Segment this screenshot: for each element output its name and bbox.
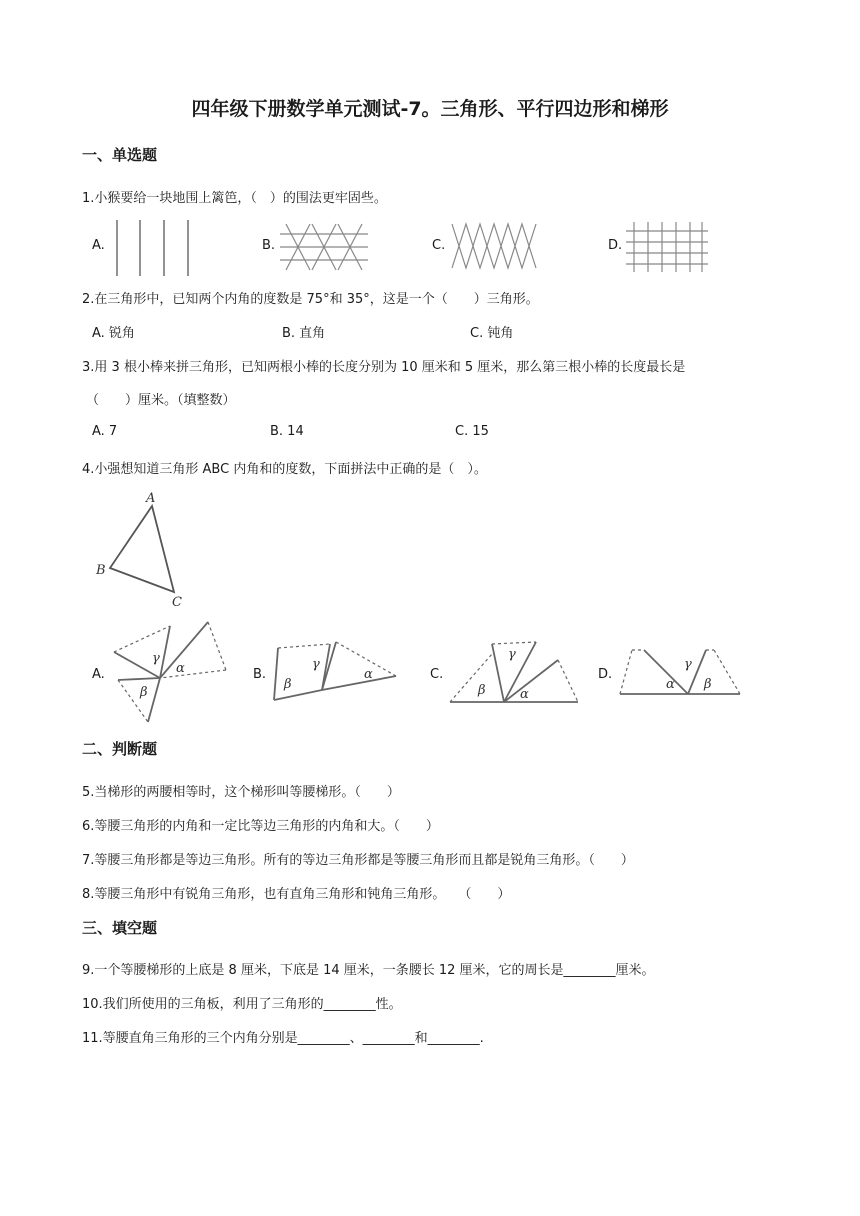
fence-square-grid-figure: [626, 222, 711, 272]
fence-triangle-lattice-figure: [280, 222, 370, 272]
angle-beta-label: β: [140, 685, 148, 700]
question-3-line2: （ ）厘米。（填整数）: [86, 393, 236, 408]
angle-beta-label: β: [478, 683, 486, 698]
q2-option-c[interactable]: C. 钝角: [470, 326, 514, 341]
question-10: 10.我们所使用的三角板，利用了三角形的________性。: [82, 997, 402, 1012]
fence-crossed-diagonal-figure: [450, 222, 545, 272]
q1-option-b-label[interactable]: B.: [262, 238, 276, 253]
angle-beta-label: β: [704, 677, 712, 692]
question-6: 6.等腰三角形的内角和一定比等边三角形的内角和大。（ ）: [82, 819, 439, 834]
q2-option-b[interactable]: B. 直角: [282, 326, 326, 341]
section-heading-true-false: 二、判断题: [82, 740, 158, 758]
question-8: 8.等腰三角形中有锐角三角形，也有直角三角形和钝角三角形。 （ ）: [82, 887, 511, 902]
question-1: 1.小猴要给一块地围上篱笆，（ ）的围法更牢固些。: [82, 191, 387, 206]
q1-option-c-label[interactable]: C.: [432, 238, 446, 253]
question-2: 2.在三角形中，已知两个内角的度数是 75°和 35°，这是一个（ ）三角形。: [82, 292, 539, 307]
question-4: 4.小强想知道三角形 ABC 内角和的度数，下面拼法中正确的是（ ）。: [82, 462, 487, 477]
q4-option-d-label[interactable]: D.: [598, 667, 613, 682]
q4-option-b-label[interactable]: B.: [253, 667, 267, 682]
q1-option-d-label[interactable]: D.: [608, 238, 623, 253]
q4-option-a-label[interactable]: A.: [92, 667, 105, 682]
section-heading-fill-blank: 三、填空题: [82, 919, 158, 937]
angle-alpha-label: α: [364, 667, 373, 682]
angle-alpha-label: α: [520, 687, 529, 702]
angle-alpha-label: α: [666, 677, 675, 692]
q3-option-c[interactable]: C. 15: [455, 424, 489, 439]
question-3-line1: 3.用 3 根小棒来拼三角形，已知两根小棒的长度分别为 10 厘米和 5 厘米，那么第三根小棒的长度最长是: [82, 360, 686, 375]
q4-option-c-figure: [448, 638, 580, 708]
angle-beta-label: β: [284, 677, 292, 692]
vertex-a-label: A: [146, 491, 156, 506]
q1-option-a-label[interactable]: A.: [92, 238, 105, 253]
triangle-abc-figure: [90, 488, 200, 613]
question-5: 5.当梯形的两腰相等时，这个梯形叫等腰梯形。（ ）: [82, 785, 400, 800]
angle-alpha-label: α: [176, 661, 185, 676]
fence-vertical-posts-figure: [112, 218, 202, 278]
q2-option-a[interactable]: A. 锐角: [92, 326, 135, 341]
angle-gamma-label: γ: [312, 657, 320, 672]
page-title: 四年级下册数学单元测试-7。三角形、平行四边形和梯形: [191, 98, 669, 120]
q4-option-d-figure: [618, 646, 742, 698]
question-9: 9.一个等腰梯形的上底是 8 厘米，下底是 14 厘米，一条腰长 12 厘米，它的周长是________厘米。: [82, 963, 655, 978]
q3-option-a[interactable]: A. 7: [92, 424, 118, 439]
q3-option-b[interactable]: B. 14: [270, 424, 304, 439]
q4-option-c-label[interactable]: C.: [430, 667, 444, 682]
angle-gamma-label: γ: [152, 651, 160, 666]
vertex-c-label: C: [172, 595, 182, 610]
q4-option-a-figure: [108, 622, 228, 727]
section-heading-single-choice: 一、单选题: [82, 146, 158, 164]
q4-option-b-figure: [272, 638, 402, 708]
question-7: 7.等腰三角形都是等边三角形。所有的等边三角形都是等腰三角形而且都是锐角三角形。（ ）: [82, 853, 634, 868]
angle-gamma-label: γ: [508, 647, 516, 662]
vertex-b-label: B: [96, 563, 106, 578]
angle-gamma-label: γ: [684, 657, 692, 672]
question-11: 11.等腰直角三角形的三个内角分别是________、________和________.: [82, 1031, 484, 1046]
